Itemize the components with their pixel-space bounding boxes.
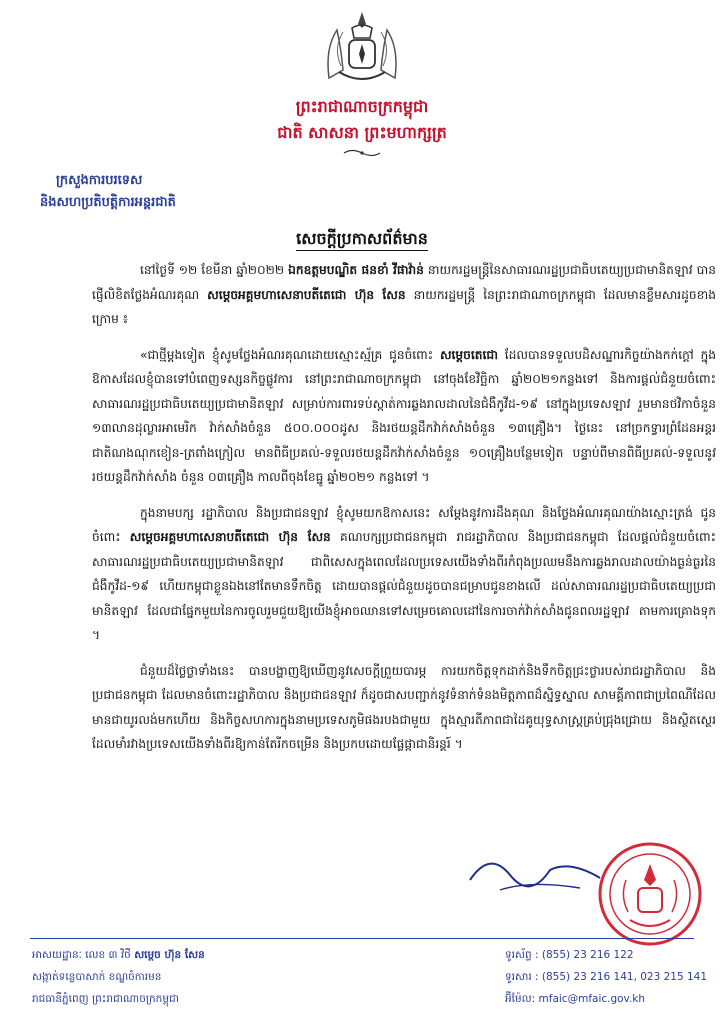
kingdom-title: ព្រះរាជាណាចក្រកម្ពុជា [295, 97, 429, 116]
national-motto: ជាតិ សាសនា ព្រះមហាក្សត្រ [277, 123, 447, 142]
ministry-name-line2: និងសហប្រតិបត្តិការអន្តរជាតិ [40, 195, 176, 210]
footer-divider [30, 938, 694, 939]
ministry-name-line1: ក្រសួងការបរទេស [56, 173, 143, 188]
official-seal-icon [596, 840, 704, 948]
fax-number: ទូរសារ : (855) 23 216 141, 023 215 141 [505, 971, 708, 983]
signature-icon [460, 840, 610, 900]
decorative-divider-icon [342, 148, 382, 158]
document-title [0, 228, 724, 252]
paragraph-3: ក្នុងនាមបក្ស រដ្ឋាភិបាល និងប្រជាជនឡាវ ខ្ញុំសូមយកឱកាសនេះ សម្តែងនូវការដឹងគុណ និងថ្លែងអំណរគុណយ៉ាងស្មោះត្រង់ ជូនចំពោះ សម្តេចអគ្គមហាសេនាបតីតេជោ ហ៊ុន សែន គណបក្សប្រជាជនកម្ពុជា រាជរដ្ឋាភិបាល និងប្រជាជនកម្ពុជា ដែលផ្តល់ជំនួយចំពោះសាធារណរដ្ឋប្រជាធិបតេយ្យប្រជាមានិតឡាវ ជាពិសេសក្នុងពេលដែលប្រទេសយើងទាំងពីរកំពុងប្រឈមនឹងការឆ្លងរាលដាលយ៉ាងធ្ងន់ធ្ងរនៃជំងឺកូវីដ-១៩ ហើយកម្ពុជាខ្លួនឯងនៅតែមានទឹកចិត្ត ដោយបានផ្តល់ជំនួយដូចបានជម្រាបជូនខាងលើ ដល់សាធារណរដ្ឋប្រជាធិបតេយ្យប្រជាមានិតឡាវ ដែលជាផ្នែកមួយនៃការចូលរួមជួយឱ្យយើងខ្ញុំអាចឈានទៅសម្រេចគោលដៅនៃការចាក់វ៉ាក់សាំងជូនពលរដ្ឋឡាវ តាមការគ្រោងទុក ។ [92, 505, 716, 642]
paragraph-1: នៅថ្ងៃទី ១២ ខែមីនា ឆ្នាំ២០២២ ឯកឧត្តមបណ្ឌិត ផនខាំ វីផាវ៉ាន់ នាយករដ្ឋមន្ត្រីនៃសាធារណរដ្ឋប្រជាធិបតេយ្យប្រជាមានិតឡាវ បានផ្ញើលិខិតថ្លែងអំណរគុណ សម្តេចអគ្គមហាសេនាបតីតេជោ ហ៊ុន សែន នាយករដ្ឋមន្ត្រី នៃព្រះរាជាណាចក្រកម្ពុជា ដែលមានខ្លឹមសារដូចខាងក្រោម ៖ [92, 263, 716, 326]
royal-coat-of-arms-icon [319, 8, 405, 88]
phone-number: ទូរស័ព្ទ : (855) 23 216 122 [505, 949, 634, 961]
address-line3: រាជធានីភ្នំពេញ ព្រះរាជាណាចក្រកម្ពុជា [32, 993, 179, 1005]
document-title-text: សេចក្តីប្រកាសព័ត៌មាន [296, 229, 428, 251]
footer-address [32, 944, 205, 1010]
paragraph-4: ជំនួយដ៏ថ្លៃថ្លាទាំងនេះ បានបង្ហាញឱ្យឃើញនូវសេចក្តីព្រួយបារម្ភ ការយកចិត្តទុកដាក់និងទឹកចិត្តជ្រះថ្លារបស់រាជរដ្ឋាភិបាល និងប្រជាជនកម្ពុជា ដែលមានចំពោះរដ្ឋាភិបាល និងប្រជាជនឡាវ ក៏ដូចជាសបញ្ជាក់នូវទំនាក់ទំនងមិត្តភាពដ៏ស្និទ្ធស្នាល សាមគ្គីភាពជាប្រពៃណីដែលមានជាយូរលង់មកហើយ និងកិច្ចសហការក្នុងនាមប្រទេសភូមិផងរបងជាមួយ ក្នុងស្មារតីភាពជាដៃគូយុទ្ធសាស្ត្រគ្រប់ជ្រុងជ្រោយ និងស្ថិតស្ថេរដែលមាំរវាងប្រទេសយើងទាំងពីរឱ្យកាន់តែរីកចម្រើន និងប្រកបដោយផ្លែផ្កាជានិរន្តរ៍ ។ [92, 663, 716, 751]
address-line2: សង្កាត់ទន្លេបាសាក់ ខណ្ឌចំការមន [32, 971, 162, 983]
paragraph-2: «ជាថ្មីម្តងទៀត ខ្ញុំសូមថ្លែងអំណរគុណដោយស្មោះស្ម័គ្រ ជូនចំពោះ សម្តេចតេជោ ដែលបានទទួលបដិសណ្ឋារកិច្ចយ៉ាងកក់ក្តៅ ក្នុងឱកាសដែលខ្ញុំបានទៅបំពេញទស្សនកិច្ចផ្លូវការ នៅព្រះរាជាណាចក្រកម្ពុជា នៅចុងខែវិច្ឆិកា ឆ្នាំ២០២១កន្លងទៅ និងការផ្តល់ជំនួយចំពោះសាធារណរដ្ឋប្រជាធិបតេយ្យប្រជាមានិតឡាវ សម្រាប់ការពារទប់ស្កាត់ការឆ្លងរាលដាលនៃជំងឺកូវីដ-១៩ នៅក្នុងប្រទេសឡាវ រួមមានថវិកាចំនួន ១៣លានដុល្លារអាមេរិក វ៉ាក់សាំងចំនួន ៥០០.០០០ដូស និងរថយន្តដឹកវ៉ាក់សាំងចំនួន ១៣គ្រឿង។ ថ្ងៃនេះ នៅច្រកទ្វារព្រំដែនអន្តរជាតិណងណុកខៀន-ត្រពាំងក្រៀល មានពិធីប្រគល់-ទទួលរថយន្តដឹកវ៉ាក់សាំងចំនួន ១០គ្រឿងបន្ថែមទៀត បន្ទាប់ពីមានពិធីប្រគល់-ទទួលនូវរថយន្តដឹកវ៉ាក់សាំង ចំនួន ០៣គ្រឿង កាលពីចុងខែធ្នូ ឆ្នាំ២០២១ កន្លងទៅ ។ [92, 347, 717, 484]
document-body [92, 258, 716, 768]
address-line1: អាសយដ្ឋានៈ លេខ ៣ វិថី សម្តេច ហ៊ុន សែន [32, 949, 205, 961]
footer-contact [505, 944, 707, 1010]
email-address[interactable]: អ៊ីម៉ែល: mfaic@mfaic.gov.kh [505, 993, 646, 1005]
